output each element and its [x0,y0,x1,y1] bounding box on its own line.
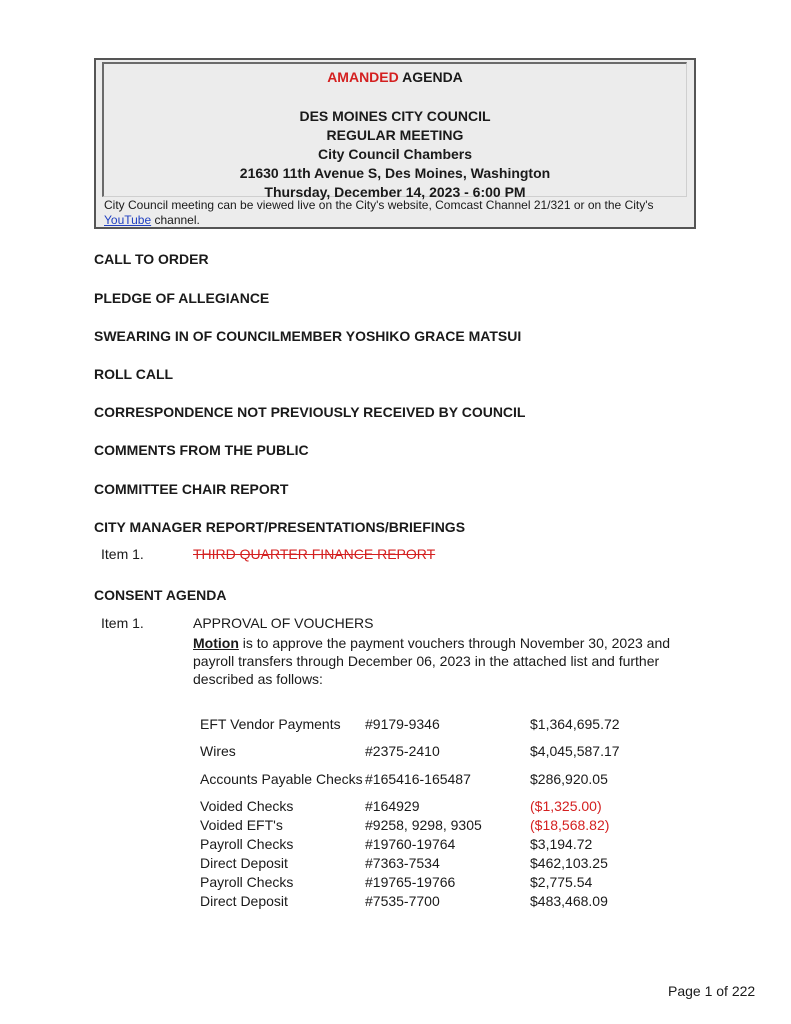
voucher-numbers: #19760-19764 [365,836,456,852]
council-name: DES MOINES CITY COUNCIL [299,108,491,124]
voucher-numbers: #19765-19766 [365,874,456,890]
voucher-type: Payroll Checks [200,874,294,890]
voucher-type: EFT Vendor Payments [200,715,341,732]
table-row [200,873,670,892]
voucher-numbers: #164929 [365,798,420,814]
agenda-label: AGENDA [402,69,463,85]
item-number: Item 1. [101,615,144,631]
section-roll-call: ROLL CALL [94,366,174,382]
voucher-amount: $286,920.05 [530,770,608,787]
agenda-header-box [94,58,696,229]
section-comments-from-public: COMMENTS FROM THE PUBLIC [94,442,309,458]
amended-label: AMANDED [327,69,399,85]
voucher-amount: ($18,568.82) [530,817,610,833]
voucher-amount: $3,194.72 [530,836,593,852]
meeting-datetime: Thursday, December 14, 2023 - 6:00 PM [264,184,526,200]
agenda-title [104,68,686,86]
voucher-amount: $483,468.09 [530,893,608,909]
page-number: Page 1 of 222 [668,983,756,999]
meeting-address: 21630 11th Avenue S, Des Moines, Washington [239,165,551,181]
voucher-type: Direct Deposit [200,855,288,871]
section-call-to-order: CALL TO ORDER [94,251,209,267]
voucher-numbers: #7363-7534 [365,855,440,871]
voucher-table [200,706,670,911]
section-pledge-of-allegiance: PLEDGE OF ALLEGIANCE [94,290,270,306]
voucher-numbers: #9258, 9298, 9305 [365,817,482,833]
voucher-numbers: #7535-7700 [365,893,440,909]
viewing-note-text: City Council meeting can be viewed live on the City's website, Comcast Channel 21/321 or on the City's [104,198,654,212]
motion-body: is to approve the payment vouchers through November 30, 2023 and payroll transfers through December 06, 2023 in the attached list and further described as follows: [193,635,671,687]
section-swearing-in: SWEARING IN OF COUNCILMEMBER YOSHIKO GRACE MATSUI [94,328,522,344]
table-row [200,706,670,742]
location-name: City Council Chambers [317,146,473,162]
table-row [200,816,670,835]
voucher-numbers: #9179-9346 [365,715,440,732]
voucher-type: Voided Checks [200,798,294,814]
item-approval-of-vouchers[interactable]: APPROVAL OF VOUCHERS [193,615,374,631]
table-row [200,835,670,854]
meeting-type: REGULAR MEETING [326,127,464,143]
table-row [200,797,670,816]
viewing-note-suffix: channel. [151,213,200,227]
table-row [200,892,670,911]
voucher-numbers: #2375-2410 [365,743,440,759]
section-consent-agenda: CONSENT AGENDA [94,587,227,603]
voucher-type: Payroll Checks [200,836,294,852]
voucher-amount: $462,103.25 [530,855,608,871]
viewing-note [104,198,689,228]
table-row [200,742,670,761]
voucher-amount: $2,775.54 [530,874,593,890]
section-committee-chair-report: COMMITTEE CHAIR REPORT [94,481,289,497]
agenda-header-title-block [102,62,687,200]
voucher-amount: $4,045,587.17 [530,743,620,759]
table-row [200,761,670,797]
voucher-numbers: #165416-165487 [365,770,471,787]
motion-label: Motion [193,635,239,651]
motion-paragraph [193,634,703,688]
voucher-type: Voided EFT's [200,817,283,833]
voucher-type: Accounts Payable Checks [200,770,363,787]
voucher-amount: $1,364,695.72 [530,715,620,732]
item-third-quarter-finance-report[interactable]: THIRD QUARTER FINANCE REPORT [193,546,436,562]
section-correspondence: CORRESPONDENCE NOT PREVIOUSLY RECEIVED BY COUNCIL [94,404,526,420]
youtube-link[interactable]: YouTube [104,213,152,227]
section-city-manager-report: CITY MANAGER REPORT/PRESENTATIONS/BRIEFINGS [94,519,466,535]
voucher-type: Wires [200,743,236,759]
item-number: Item 1. [101,546,144,562]
voucher-amount: ($1,325.00) [530,798,602,814]
table-row [200,854,670,873]
voucher-type: Direct Deposit [200,893,288,909]
